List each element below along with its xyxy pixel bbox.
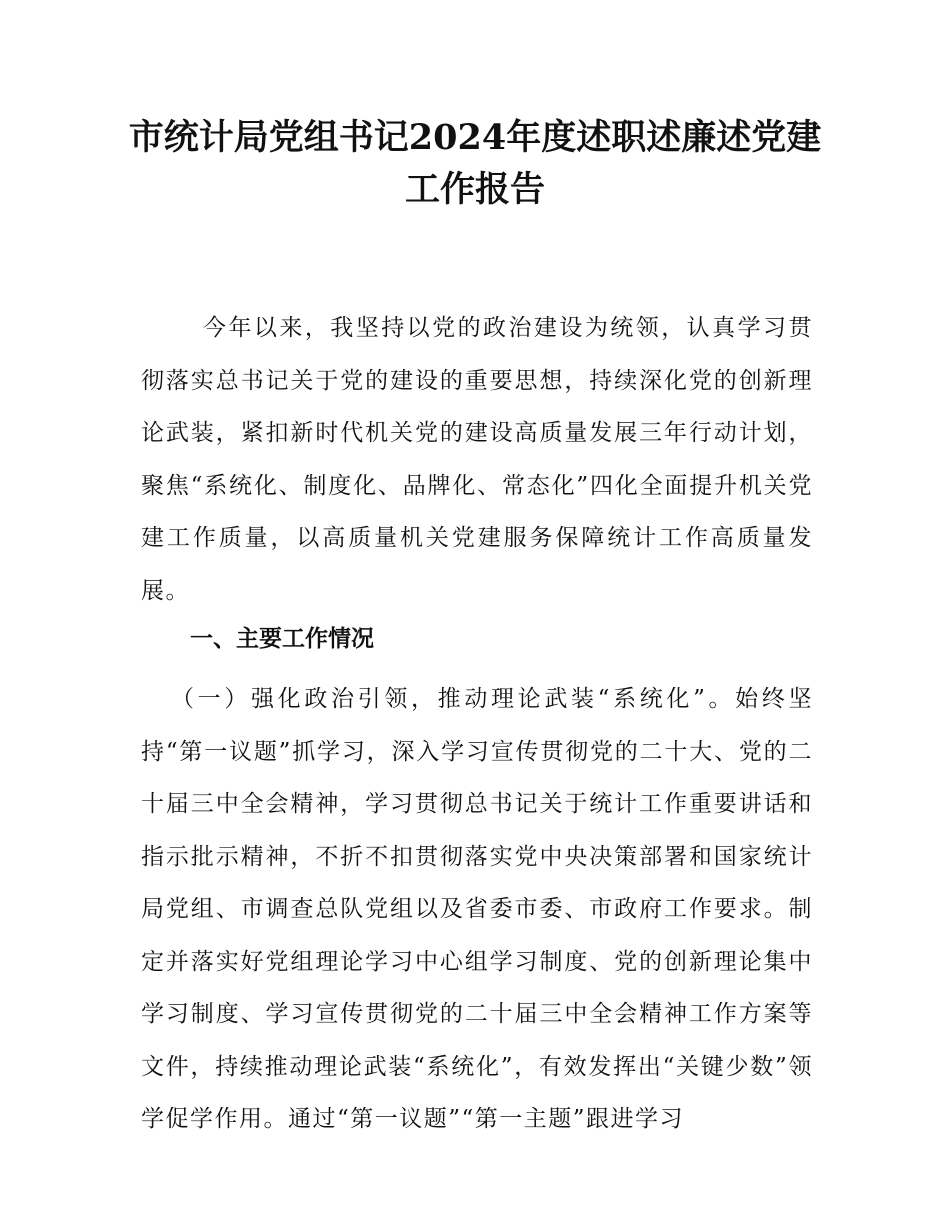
- section-paragraph: （一）强化政治引领，推动理论武装“系统化”。始终坚持“第一议题”抓学习，深入学习宣传贯彻党的二十大、党的二十届三中全会精神，学习贯彻总书记关于统计工作重要讲话和指示批示精神，不折不扣贯彻落实党中央决策部署和国家统计局党组、市调查总队党组以及省委市委、市政府工作要求。制定并落实好党组理论学习中心组学习制度、党的创新理论集中学习制度、学习宣传贯彻党的二十届三中全会精神工作方案等文件，持续推动理论武装“系统化”，有效发挥出“关键少数”领学促学作用。通过“第一议题”“第一主题”跟进学习: [141, 686, 813, 1132]
- section-heading: 一、主要工作情况: [190, 626, 374, 652]
- document-title: 市统计局党组书记2024年度述职述廉述党建工作报告: [128, 117, 822, 210]
- intro-paragraph: 今年以来，我坚持以党的政治建设为统领，认真学习贯彻落实总书记关于党的建设的重要思想，持续深化党的创新理论武装，紧扣新时代机关党的建设高质量发展三年行动计划，聚焦“系统化、制度化、品牌化、常态化”四化全面提升机关党建工作质量，以高质量机关党建服务保障统计工作高质量发展。: [141, 315, 813, 604]
